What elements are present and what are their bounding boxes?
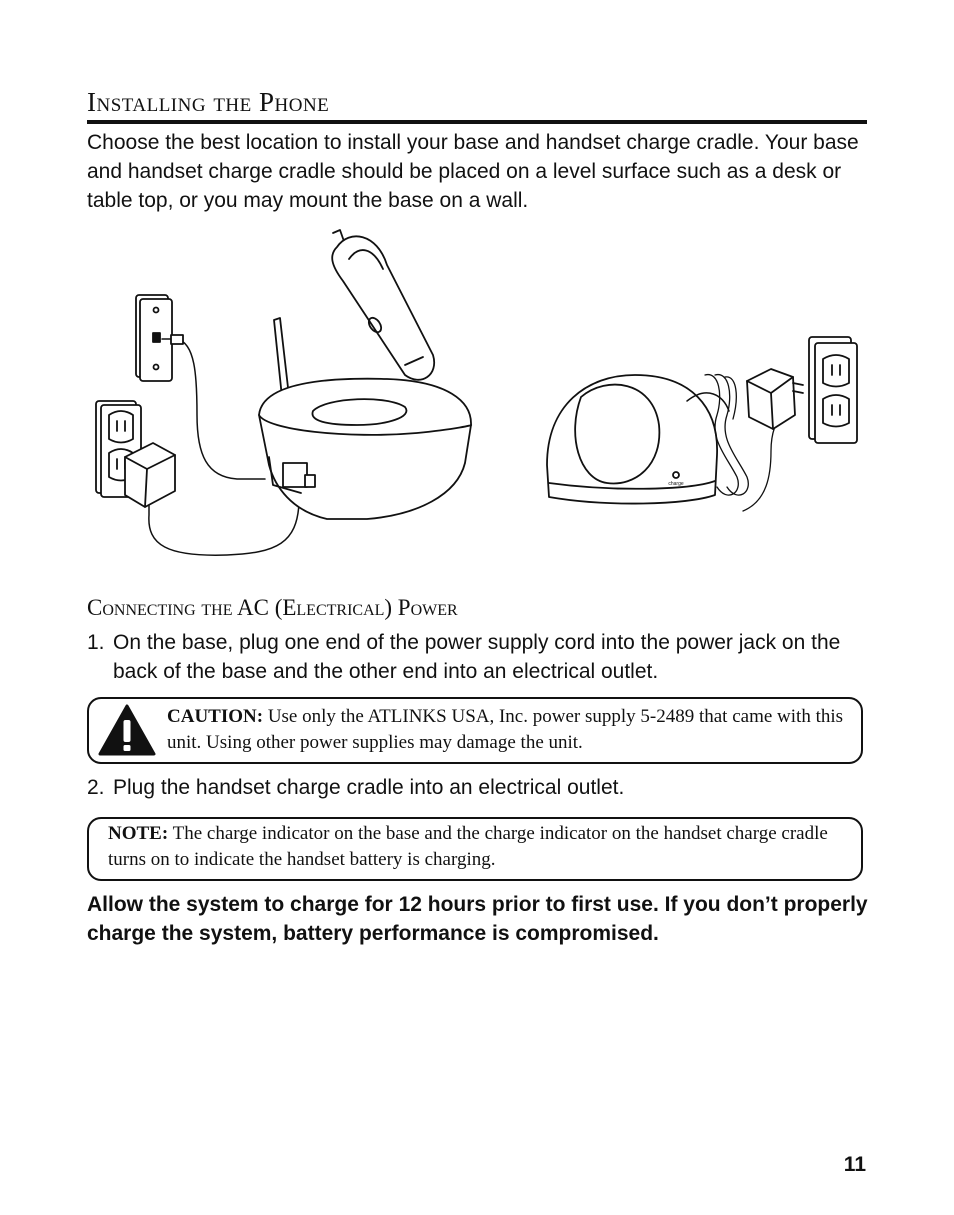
note-label: NOTE: bbox=[108, 823, 169, 844]
step-1 bbox=[87, 628, 877, 686]
note-box bbox=[87, 817, 863, 881]
section-heading: Installing the Phone bbox=[87, 87, 330, 117]
ac-adapter-right bbox=[747, 369, 803, 429]
ac-adapter-left bbox=[125, 443, 175, 507]
step-number: 1. bbox=[87, 631, 105, 654]
step-number: 2. bbox=[87, 776, 105, 799]
cordless-handset bbox=[332, 230, 434, 380]
wall-phone-jack bbox=[136, 295, 172, 381]
step-text: On the base, plug one end of the power supply cord into the power jack on the back of the base and the other end into an electrical outlet. bbox=[113, 631, 841, 683]
step-text: Plug the handset charge cradle into an electrical outlet. bbox=[113, 776, 625, 799]
intro-paragraph: Choose the best location to install your base and handset charge cradle. Your base and handset charge cradle should be placed on a level surface such as a desk or table top, or you may mount the base on a wall. bbox=[87, 131, 859, 212]
heading-rule bbox=[87, 120, 867, 124]
caution-text bbox=[167, 704, 857, 756]
warning-triangle-icon bbox=[98, 703, 156, 757]
phone-base bbox=[259, 379, 471, 519]
charge-notice: Allow the system to charge for 12 hours prior to first use. If you don’t properly charge the system, battery performance is compromised. bbox=[87, 893, 868, 945]
caution-body: Use only the ATLINKS USA, Inc. power supply 5-2489 that came with this unit. Using other power supplies may damage the unit. bbox=[167, 706, 844, 753]
caution-label: CAUTION: bbox=[167, 706, 264, 727]
page-number: 11 bbox=[843, 1153, 866, 1176]
note-text bbox=[108, 821, 848, 873]
note-body: The charge indicator on the base and the charge indicator on the handset charge cradle turns on to indicate the handset battery is charging. bbox=[108, 823, 828, 870]
cradle-charge-label: charge bbox=[668, 481, 684, 487]
phone-installation-illustration bbox=[87, 225, 867, 570]
step-2 bbox=[87, 773, 877, 802]
subsection-heading: Connecting the AC (Electrical) Power bbox=[87, 595, 458, 620]
handset-charge-cradle bbox=[547, 375, 717, 504]
caution-box bbox=[87, 697, 863, 764]
wall-outlet-right bbox=[809, 337, 857, 443]
